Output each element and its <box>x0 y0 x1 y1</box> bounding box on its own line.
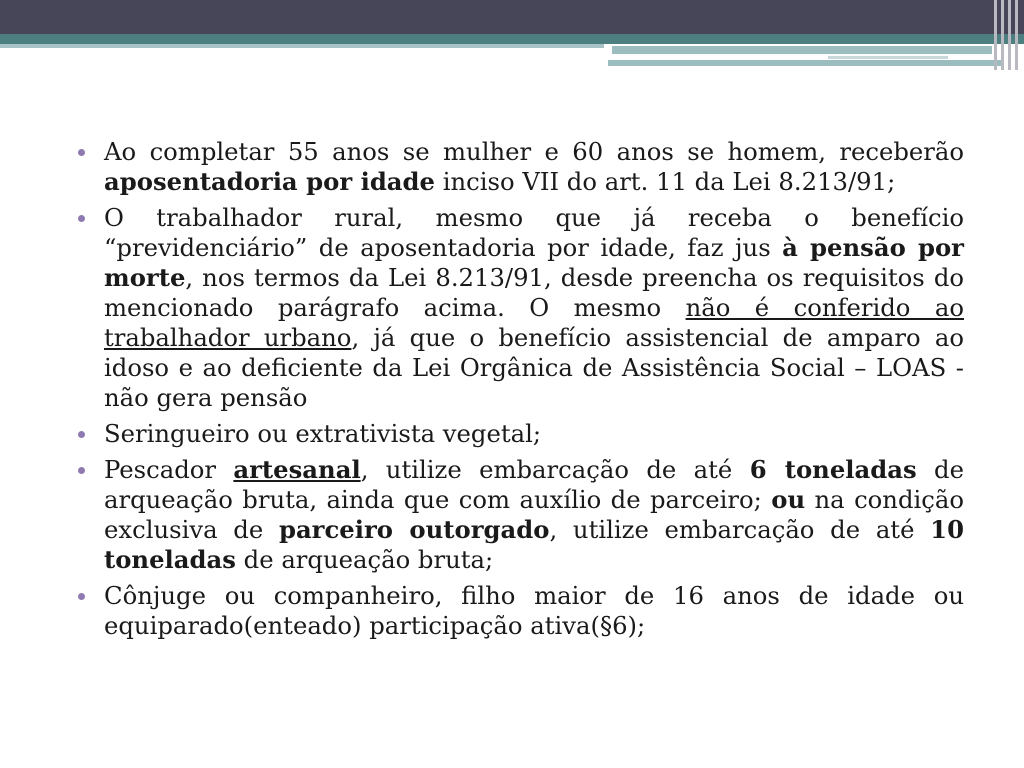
text-run: inciso VII do art. 11 da Lei 8.213/91; <box>435 167 896 196</box>
bold-underlined-wrap <box>233 455 360 484</box>
text-run: , utilize embarcação de até <box>360 455 750 484</box>
bold-text: aposentadoria por idade <box>104 167 435 196</box>
text-run: na condição exclusiva de <box>104 485 964 544</box>
bold-text: 6 toneladas <box>749 455 917 484</box>
header-stripes <box>990 0 1024 70</box>
header-bar-teal <box>0 34 1024 44</box>
text-run: de arqueação bruta; <box>235 545 494 574</box>
bold-text: 10 toneladas <box>104 515 964 574</box>
bullet-dot-icon <box>78 593 85 600</box>
text-run: Seringueiro ou extrativista vegetal; <box>104 419 542 448</box>
bullet-dot-icon <box>78 149 85 156</box>
bullet-dot-icon <box>78 431 85 438</box>
slide-body <box>78 137 964 647</box>
header-accent-line <box>612 46 992 54</box>
bullet-dot-icon <box>78 467 85 474</box>
list-item <box>78 581 964 641</box>
text-run: , já que o benefício assistencial de amparo ao idoso e ao deficiente da Lei Orgânica de Assistência Social – LOAS - não gera pensão <box>104 323 964 412</box>
underlined-text: não é conferido ao trabalhador urbano <box>104 293 964 352</box>
header-bar-dark <box>0 0 1024 34</box>
text-run: Cônjuge ou companheiro, filho maior de 16 anos de idade ou equiparado(enteado) participação ativa(§6); <box>104 581 964 640</box>
bold-text: à pensão por morte <box>104 233 964 292</box>
header-accent-line <box>828 56 948 59</box>
text-run: Ao completar 55 anos se mulher e 60 anos se homem, receberão <box>104 137 964 166</box>
text-run: , utilize embarcação de até <box>549 515 931 544</box>
text-run: O trabalhador rural, mesmo que já receba o benefício “previdenciário” de aposentadoria por idade, faz jus <box>104 203 964 262</box>
bold-text: ou <box>771 485 806 514</box>
list-item <box>78 203 964 413</box>
list-item <box>78 419 964 449</box>
list-item <box>78 455 964 575</box>
text-run: , nos termos da Lei 8.213/91, desde preencha os requisitos do mencionado parágrafo acima. O mesmo <box>104 263 964 322</box>
header-accent-line <box>608 60 1004 66</box>
bold-text: parceiro outorgado <box>278 515 550 544</box>
bullet-list <box>78 137 964 641</box>
text-run: de arqueação bruta, ainda que com auxílio de parceiro; <box>104 455 964 514</box>
list-item <box>78 137 964 197</box>
bold-underlined-text: artesanal <box>233 455 361 484</box>
text-run: Pescador <box>104 455 234 484</box>
bullet-dot-icon <box>78 215 85 222</box>
